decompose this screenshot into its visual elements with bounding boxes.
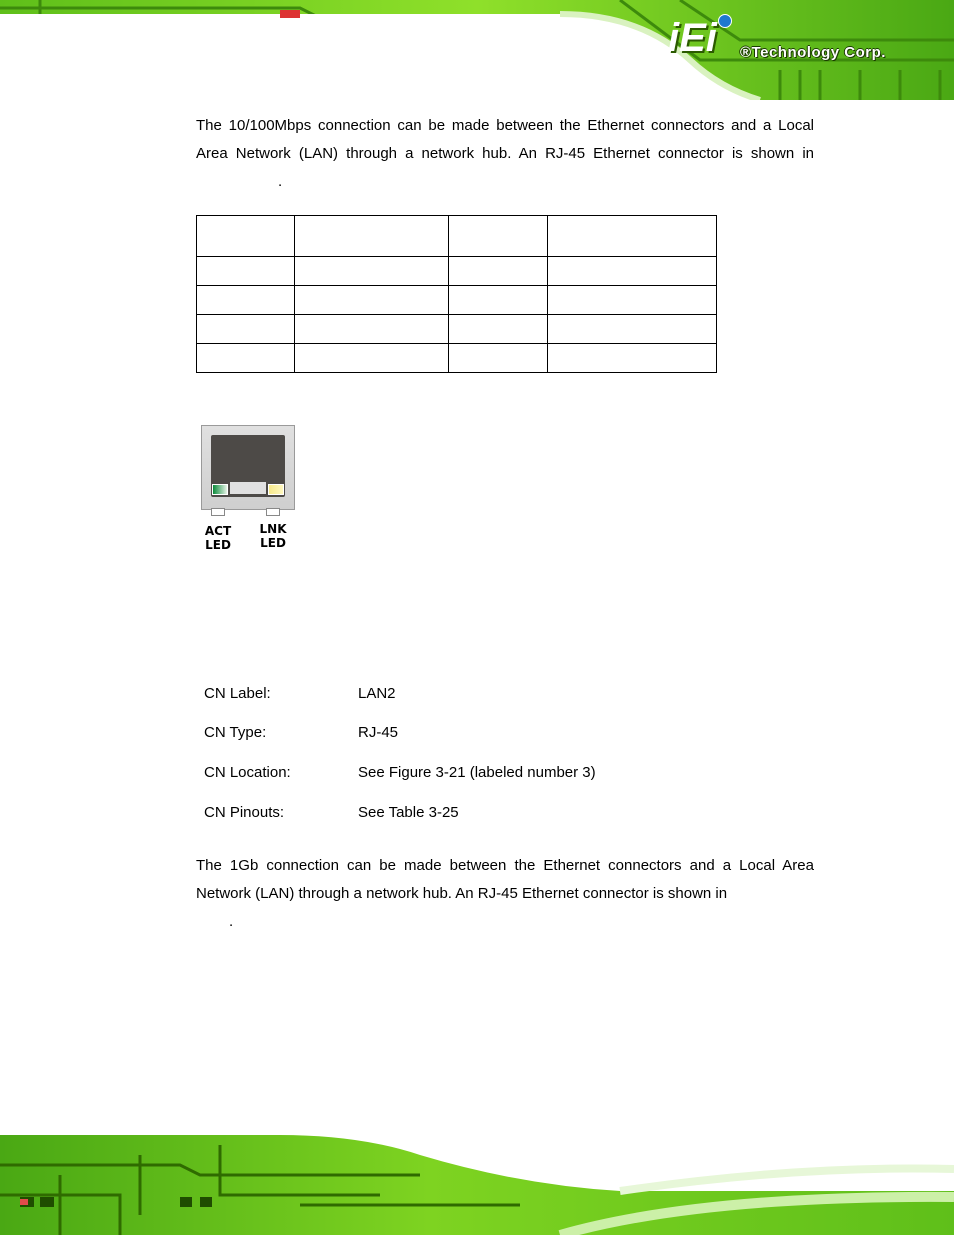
table-header-cell (197, 216, 295, 257)
table-row (197, 315, 717, 344)
table-cell (295, 315, 449, 344)
rj45-connector-figure (201, 425, 295, 510)
spec-value: See Figure 3-21 (labeled number 3) (358, 764, 596, 781)
paragraph-line: Network (LAN) through a network hub. An RJ-45 Ethernet connector is shown in (196, 885, 728, 902)
paragraph-10-100mbps (196, 112, 814, 196)
lnk-led-label (253, 522, 293, 550)
table-cell (197, 344, 295, 373)
spec-key: CN Location: (204, 764, 291, 781)
table-header-row (197, 216, 717, 257)
act-led-tab (211, 508, 225, 516)
table-row (197, 286, 717, 315)
company-logo: iEi (668, 16, 717, 60)
lnk-led-tab (266, 508, 280, 516)
table-cell (197, 315, 295, 344)
act-label-line: LED (205, 538, 231, 552)
page-header (0, 0, 954, 100)
paragraph-line: . (278, 173, 283, 190)
spec-key: CN Type: (204, 724, 267, 741)
spec-value: See Table 3-25 (358, 804, 459, 821)
lnk-label-line: LNK (259, 522, 287, 536)
table-row (197, 257, 717, 286)
paragraph-line: The 1Gb connection can be made between the Ethernet connectors and a Local Area (196, 857, 814, 874)
paragraph-1gb (196, 852, 814, 936)
pcb-footer-graphic (0, 1135, 954, 1235)
table-header-cell (548, 216, 717, 257)
spec-key: CN Pinouts: (204, 804, 285, 821)
lnk-label-line: LED (260, 536, 286, 550)
paragraph-line: Area Network (LAN) through a network hub. An RJ-45 Ethernet connector is shown in (196, 145, 814, 162)
paragraph-line: . (229, 913, 234, 930)
table-cell (548, 315, 717, 344)
page-footer (0, 1135, 954, 1235)
table-cell (548, 344, 717, 373)
table-row (197, 344, 717, 373)
table-cell (449, 286, 548, 315)
act-label-line: ACT (204, 524, 232, 538)
table-cell (295, 344, 449, 373)
table-cell (548, 257, 717, 286)
spec-value: RJ-45 (358, 724, 399, 741)
table-cell (449, 315, 548, 344)
table-cell (449, 344, 548, 373)
table-cell (295, 257, 449, 286)
rj45-notch (230, 482, 266, 494)
act-led-label (198, 524, 238, 552)
table-cell (295, 286, 449, 315)
spec-key: CN Label: (204, 685, 271, 702)
table-cell (449, 257, 548, 286)
logo-dot-icon (718, 14, 732, 28)
paragraph-line: The 10/100Mbps connection can be made between the Ethernet connectors and a Local (196, 117, 814, 134)
table-cell (548, 286, 717, 315)
act-led-indicator (212, 484, 228, 495)
company-name: ®Technology Corp. (740, 44, 886, 61)
spec-value: LAN2 (358, 685, 396, 702)
table-header-cell (295, 216, 449, 257)
table-cell (197, 286, 295, 315)
table-header-cell (449, 216, 548, 257)
pinout-table (196, 215, 717, 373)
table-cell (197, 257, 295, 286)
lnk-led-indicator (268, 484, 284, 495)
